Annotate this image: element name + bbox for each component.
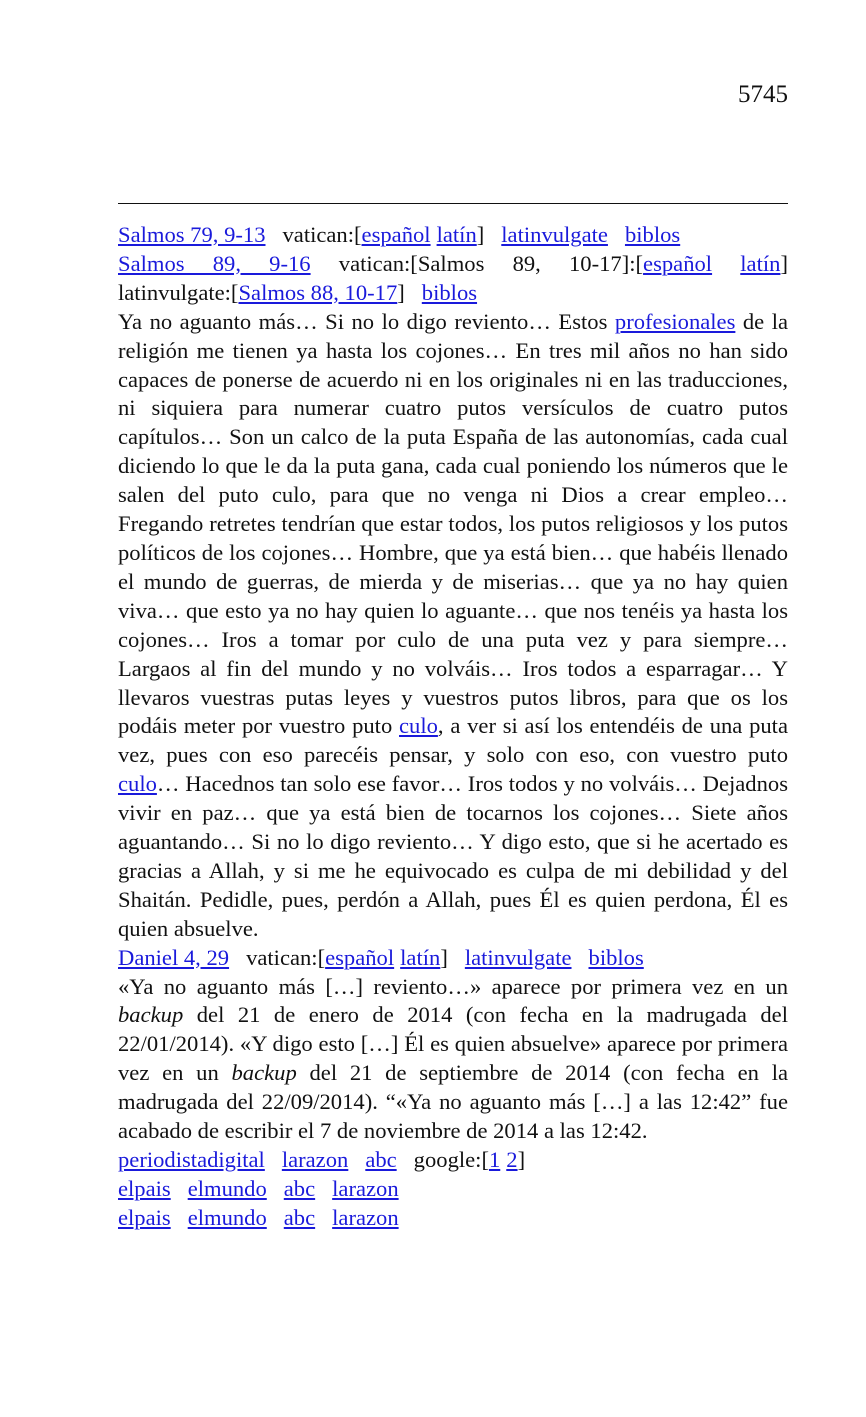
bracket-close-88: ]	[397, 279, 405, 305]
link-larazon-3[interactable]: larazon	[332, 1204, 399, 1230]
main-text-part-4: … Hacednos tan solo ese favor… Iros todos y no volváis… Dejadnos vivir en paz… que ya está bien de tocarnos los cojones… Siete años aguantando… Si no lo digo reviento… Y digo esto, que si he acertado es gracias a Allah, y si me he equivocado es culpa de mi debilidad y del Shaitán. Pedidle, pues, perdón a Allah, pues Él es quien perdona, Él es quien absuelve.	[118, 771, 788, 941]
link-elmundo-2[interactable]: elmundo	[187, 1175, 267, 1201]
link-latin-daniel[interactable]: latín	[400, 944, 441, 970]
note-text-3: del 21 de septiembre de 2014 (con fecha en la madrugada del 22/09/2014). “«Ya no aguanto más […] a las 12:42” fue acabado de escribir el 7 de noviembre de 2014 a las 12:42.	[118, 1060, 788, 1144]
latinvulgate-prefix: latinvulgate:[	[118, 279, 239, 305]
link-larazon-1[interactable]: larazon	[281, 1147, 349, 1172]
note-text-1: «Ya no aguanto más […] reviento…» aparece por primera vez en un	[118, 973, 788, 999]
bracket-close-daniel: ]	[440, 944, 448, 970]
news-links-line-1	[118, 1146, 788, 1175]
reference-line-salmos-89	[118, 250, 788, 279]
vatican-prefix-89: vatican:[Salmos 89, 10-17]:[	[338, 250, 644, 276]
note-paragraph	[118, 973, 788, 1146]
link-biblos[interactable]: biblos	[624, 222, 681, 247]
link-google-1[interactable]: 1	[488, 1147, 501, 1172]
news-links-line-3	[118, 1204, 788, 1233]
link-salmos-88[interactable]: Salmos 88, 10-17	[238, 279, 398, 305]
link-latin-89[interactable]: latín	[740, 250, 781, 276]
main-paragraph	[118, 308, 788, 944]
reference-line-salmos-89-cont	[118, 279, 788, 308]
link-biblos-89[interactable]: biblos	[421, 279, 478, 305]
link-espanol[interactable]: español	[361, 222, 431, 247]
vatican-prefix: vatican:[	[282, 222, 362, 247]
link-biblos-daniel[interactable]: biblos	[588, 944, 644, 970]
vatican-prefix-daniel: vatican:[	[246, 944, 326, 970]
bracket-close: ]	[476, 222, 485, 247]
link-latinvulgate[interactable]: latinvulgate	[501, 222, 608, 247]
note-text-2: del 21 de enero de 2014 (con fecha en la madrugada del 22/01/2014). «Y digo esto […] Él es quien absuelve» aparece por primera vez en un	[118, 1002, 788, 1086]
link-google-2[interactable]: 2	[506, 1147, 518, 1172]
link-profesionales[interactable]: profesionales	[614, 308, 736, 334]
link-culo-1[interactable]: culo	[399, 713, 438, 739]
page-content	[118, 221, 788, 1233]
link-latin[interactable]: latín	[436, 222, 477, 247]
main-text-part-1: Ya no aguanto más… Si no lo digo reviento… Estos	[118, 308, 615, 334]
bracket-close-89: ]	[780, 250, 788, 276]
link-espanol-daniel[interactable]: español	[325, 944, 395, 970]
link-abc-1[interactable]: abc	[365, 1147, 397, 1172]
google-bracket-close: ]	[517, 1147, 526, 1172]
link-abc-2[interactable]: abc	[283, 1175, 316, 1201]
reference-line-daniel	[118, 944, 788, 973]
main-text-part-3: , a ver si así los entendéis de una puta vez, pues con eso parecéis pensar, y solo con eso, con vuestro puto	[118, 713, 788, 768]
link-elpais-2[interactable]: elpais	[118, 1175, 171, 1201]
link-culo-2[interactable]: culo	[118, 771, 157, 797]
link-salmos-79[interactable]: Salmos 79, 9-13	[118, 222, 266, 247]
backup-italic-2: backup	[231, 1060, 297, 1086]
news-links-line-2	[118, 1175, 788, 1204]
footnote-divider	[118, 203, 788, 204]
link-elmundo-3[interactable]: elmundo	[187, 1204, 267, 1230]
link-latinvulgate-daniel[interactable]: latinvulgate	[464, 944, 572, 970]
link-periodistadigital[interactable]: periodistadigital	[118, 1147, 265, 1172]
link-daniel[interactable]: Daniel 4, 29	[118, 944, 230, 970]
link-abc-3[interactable]: abc	[283, 1204, 316, 1230]
main-text-part-2: de la religión me tienen ya hasta los cojones… En tres mil años no han sido capaces de ponerse de acuerdo ni en los originales ni en las traducciones, ni siquiera para numerar cuatro putos versículos de cuatro putos capítulos… Son un calco de la puta España de las autonomías, cada cual diciendo lo que le da la puta gana, cada cual poniendo los números que le salen del puto culo, para que no venga ni Dios a crear empleo… Fregando retretes tendrían que estar todos, los putos religiosos y los putos políticos de los cojones… Hombre, que ya está bien… que habéis llenado el mundo de guerras, de mierda y de miserias… que ya no hay quien viva… que esto ya no hay quien lo aguante… que nos tenéis ya hasta los cojones… Iros a tomar por culo de una puta vez y para siempre… Largaos al fin del mundo y no volváis… Iros todos a esparragar… Y llevaros vuestras putas leyes y vuestros putos libros, para que os los podáis meter por vuestro puto	[118, 308, 788, 739]
google-prefix: google:[	[413, 1147, 489, 1172]
page-number: 5745	[738, 81, 788, 108]
link-elpais-3[interactable]: elpais	[118, 1204, 171, 1230]
link-salmos-89[interactable]: Salmos 89, 9-16	[118, 250, 311, 276]
link-espanol-89[interactable]: español	[643, 250, 713, 276]
link-larazon-2[interactable]: larazon	[332, 1175, 399, 1201]
backup-italic-1: backup	[118, 1002, 184, 1028]
reference-line-salmos-79	[118, 221, 788, 250]
